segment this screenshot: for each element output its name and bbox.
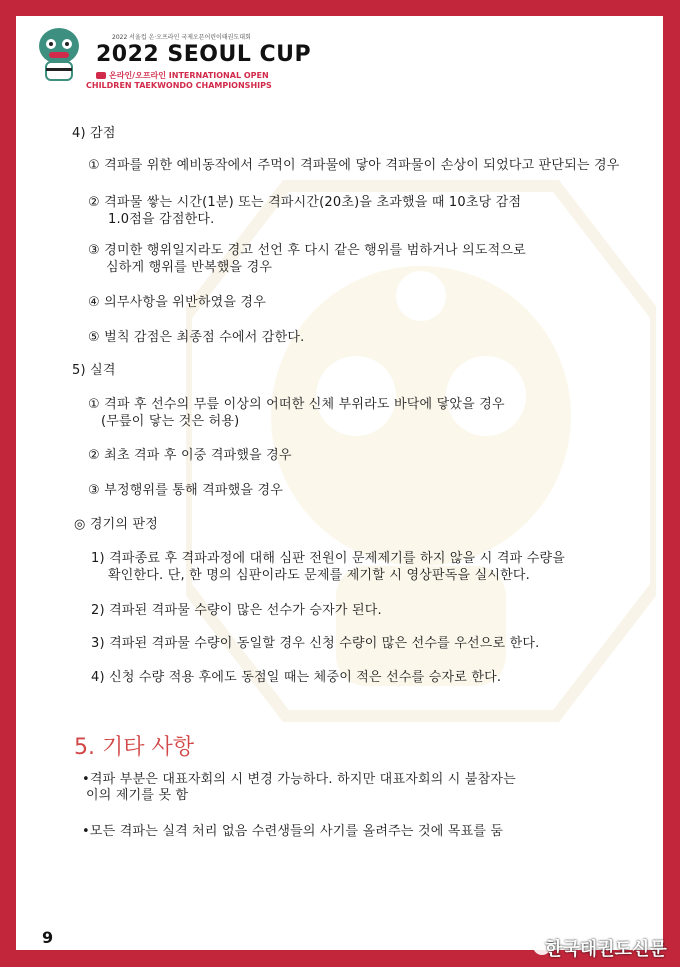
header-subtitle: 2022 서울컵 온·오프라인 국제오픈어린이태권도대회 xyxy=(112,34,251,41)
judgment-item: 3) 격파된 격파물 수량이 동일할 경우 신청 수량이 많은 선수를 우선으로 한다. xyxy=(91,636,540,651)
sec5sub-item: ② 최초 격파 후 이중 격파했을 경우 xyxy=(88,448,292,463)
judgment-item-cont: 확인한다. 단, 한 명의 심판이라도 문제를 제기할 시 영상판독을 실시한다. xyxy=(108,568,530,583)
sec5sub-item-cont: (무릎이 닿는 것은 허용) xyxy=(101,414,240,429)
section5-item: •격파 부분은 대표자회의 시 변경 가능하다. 하지만 대표자회의 시 불참자는 xyxy=(82,772,516,787)
document-page xyxy=(16,16,663,950)
sec4-item: ③ 경미한 행위일지라도 경고 선언 후 다시 같은 행위를 범하거나 의도적으로 xyxy=(88,243,526,258)
header-line3: CHILDREN TAEKWONDO CHAMPIONSHIPS xyxy=(86,81,272,90)
sec5sub-item: ① 격파 후 선수의 무릎 이상의 어떠한 신체 부위라도 바닥에 닿았을 경우 xyxy=(88,397,505,412)
header-title: 2022 SEOUL CUP xyxy=(96,42,312,67)
judgment-item: 4) 신청 수량 적용 후에도 동점일 때는 체중이 적은 선수를 승자로 한다. xyxy=(91,670,502,685)
page-number: 9 xyxy=(42,928,54,947)
judgment-item: 2) 격파된 격파물 수량이 많은 선수가 승자가 된다. xyxy=(91,603,382,618)
header-line2-text: 온라인/오프라인 INTERNATIONAL OPEN xyxy=(109,71,269,80)
sec5sub-heading: 5) 실격 xyxy=(72,363,116,378)
newspaper-logo-text: 한국태권도신문 xyxy=(545,939,667,960)
sec4-item: ① 격파를 위한 예비동작에서 주먹이 격파물에 닿아 격파물이 손상이 되었다고 판단되는 경우 xyxy=(88,158,620,173)
sec4-item: ② 격파물 쌓는 시간(1분) 또는 격파시간(20초)을 초과했을 때 10초당 감점 xyxy=(88,195,522,210)
sec4-item-cont: 심하게 행위를 반복했을 경우 xyxy=(106,260,273,275)
sec4-item: ⑤ 벌칙 감점은 최종점 수에서 감한다. xyxy=(88,330,305,345)
section5-title: 5. 기타 사항 xyxy=(74,735,194,760)
sec5sub-item: ③ 부정행위를 통해 격파했을 경우 xyxy=(88,483,284,498)
judgment-item: 1) 격파종료 후 격파과정에 대해 심판 전원이 문제제기를 하지 않을 시 격파 수량을 xyxy=(91,551,565,566)
sec4-item-cont: 1.0점을 감점한다. xyxy=(108,212,215,227)
section5-item-cont: 이의 제기를 못 함 xyxy=(86,788,189,803)
section5-item: •모든 격파는 실격 처리 없음 수련생들의 사기를 올려주는 것에 목표를 둠 xyxy=(82,824,504,839)
sec4-item: ④ 의무사항을 위반하였을 경우 xyxy=(88,295,266,310)
sec4-heading: 4) 감점 xyxy=(72,126,116,141)
document-body xyxy=(16,16,663,950)
judgment-heading: ◎ 경기의 판정 xyxy=(74,517,158,532)
